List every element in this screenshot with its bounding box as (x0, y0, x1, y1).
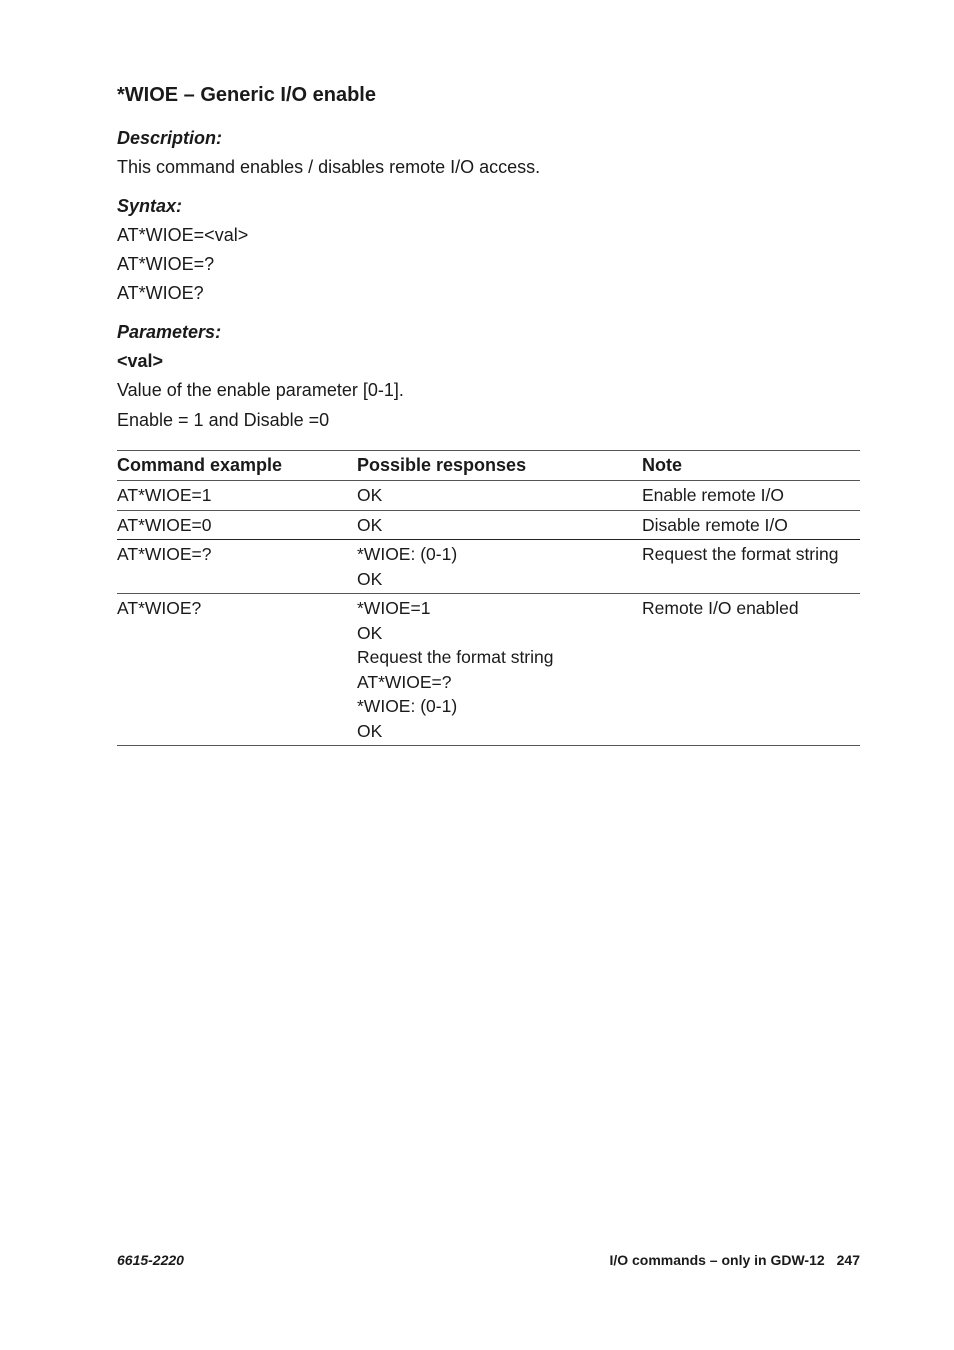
response-line: OK (357, 622, 383, 643)
responses-cell (357, 510, 642, 540)
note-cell: Request the format string (642, 540, 860, 594)
page-number: 247 (836, 1252, 860, 1268)
parameters-label: Parameters: (117, 322, 222, 342)
footer-right (609, 1252, 860, 1268)
response-line: *WIOE: (0-1) (357, 696, 458, 716)
description-text: This command enables / disables remote I/O access. (117, 157, 541, 177)
command-cell: AT*WIOE=? (117, 540, 357, 594)
responses-cell (357, 594, 642, 746)
syntax-line: AT*WIOE=<val> (117, 225, 249, 245)
response-line: OK (357, 568, 383, 589)
table-row (117, 510, 860, 540)
note-cell: Remote I/O enabled (642, 594, 860, 746)
syntax-label: Syntax: (117, 196, 183, 216)
response-line: *WIOE: (0-1) (357, 544, 458, 564)
column-header-note: Note (642, 451, 860, 481)
command-table (117, 450, 860, 746)
table-row (117, 481, 860, 511)
column-header-responses: Possible responses (357, 451, 642, 481)
response-line: OK (357, 720, 383, 741)
command-cell: AT*WIOE=1 (117, 481, 357, 511)
description-label: Description: (117, 128, 223, 148)
footer-section: I/O commands – only in GDW-12 (609, 1252, 825, 1268)
response-line: OK (357, 514, 383, 535)
response-line: AT*WIOE=? (357, 671, 452, 692)
table-row (117, 594, 860, 746)
command-cell: AT*WIOE? (117, 594, 357, 746)
response-line: *WIOE=1 (357, 598, 431, 618)
parameter-name: <val> (117, 351, 164, 371)
parameter-description: Value of the enable parameter [0-1]. (117, 380, 404, 400)
responses-cell (357, 540, 642, 594)
page-title: *WIOE – Generic I/O enable (117, 84, 376, 106)
response-line: Request the format string (357, 647, 554, 667)
note-cell: Enable remote I/O (642, 481, 860, 511)
footer-doc-number: 6615-2220 (117, 1252, 184, 1268)
parameter-description: Enable = 1 and Disable =0 (117, 410, 330, 430)
response-line: OK (357, 485, 383, 505)
syntax-line: AT*WIOE=? (117, 254, 215, 274)
table-row (117, 540, 860, 594)
responses-cell (357, 481, 642, 511)
command-cell: AT*WIOE=0 (117, 510, 357, 540)
table-header-row (117, 451, 860, 481)
syntax-line: AT*WIOE? (117, 283, 204, 303)
column-header-command: Command example (117, 451, 357, 481)
note-cell: Disable remote I/O (642, 510, 860, 540)
